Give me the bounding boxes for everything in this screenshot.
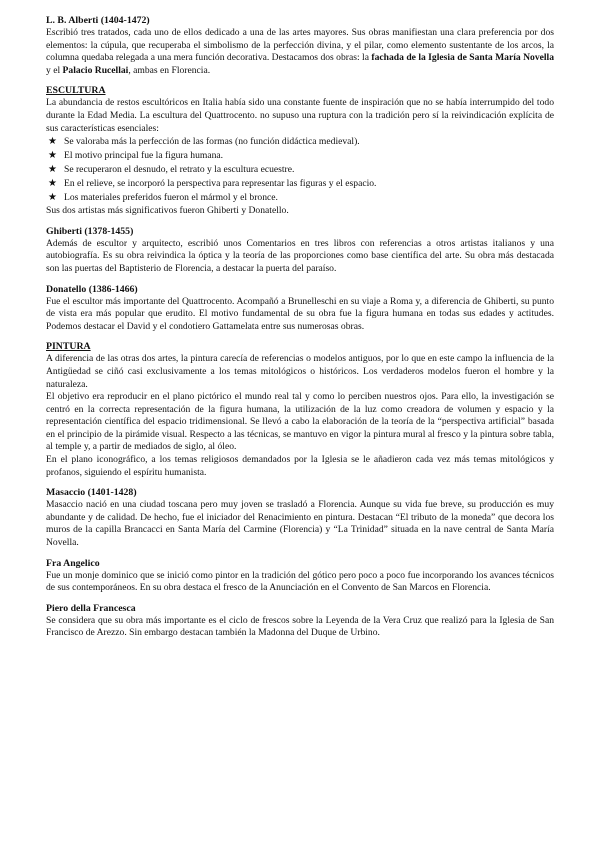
paragraph-masaccio: Masaccio nació en una ciudad toscana pero muy joven se trasladó a Florencia. Aunque su vida fue breve, su producción es muy abundante y de calidad. De hecho, fue el iniciador del Renacimiento en pintura. Destacan “El tributo de la moneda” que decora los muros de la capilla Brancacci en Santa María del Carmine (Florencia) y “La Trinidad” situada en la nave central de Santa María Novella. bbox=[46, 499, 554, 549]
alberti-text-2: y el bbox=[46, 64, 63, 76]
section-pintura bbox=[46, 340, 554, 479]
bullet-text: Se recuperaron el desnudo, el retrato y la escultura ecuestre. bbox=[64, 164, 295, 176]
paragraph-alberti bbox=[46, 27, 554, 77]
paragraph-pintura-3: En el plano iconográfico, a los temas religiosos demandados por la Iglesia se le añadieron cada vez más temas mitológicos y profanos, siguiendo el espíritu humanista. bbox=[46, 454, 554, 478]
heading-ghiberti: Ghiberti (1378-1455) bbox=[46, 225, 134, 237]
paragraph-piero: Se considera que su obra más importante es el ciclo de frescos sobre la Leyenda de la Vera Cruz que realizó para la Iglesia de San Francisco de Arezzo. Sin embargo destacan también la Madonna del Duque de Urbino. bbox=[46, 614, 554, 639]
heading-piero: Piero della Francesca bbox=[46, 602, 136, 614]
section-alberti bbox=[46, 14, 554, 77]
bullet-text: Los materiales preferidos fueron el mármol y el bronce. bbox=[64, 192, 278, 204]
paragraph-fra-angelico: Fue un monje dominico que se inició como pintor en la tradición del gótico pero poco a poco fue incorporando los avances técnicos de sus contemporáneos. En su obra destaca el fresco de la Anunciación en el Convento de San Marcos en Florencia. bbox=[46, 569, 554, 594]
star-icon: ★ bbox=[48, 192, 57, 204]
list-item bbox=[46, 191, 554, 205]
paragraph-donatello: Fue el escultor más importante del Quattrocento. Acompañó a Brunelleschi en su viaje a Roma y, a diferencia de Ghiberti, su punto de vista era más popular que erudito. El motivo fundamental de su obra fue la figura humana en todas sus edades y actitudes. Podemos destacar el David y el condotiero Gattamelata entre sus numerosas obras. bbox=[46, 295, 554, 332]
heading-escultura: ESCULTURA bbox=[46, 85, 106, 97]
section-piero bbox=[46, 602, 554, 640]
paragraph-pintura-1: A diferencia de las otras dos artes, la pintura carecía de referencias o modelos antiguos, por lo que en este campo la influencia de la Antigüedad se ciñó casi exclusivamente a los temas mitológicos o históricos. Los verdaderos modelos fueron el hombre y la naturaleza. bbox=[46, 353, 554, 390]
paragraph-pintura-2: El objetivo era reproducir en el plano pictórico el mundo real tal y como lo perciben nuestros ojos. Para ello, la investigación se centró en la correcta representación de la figura humana, la utilización de la luz como creadora de volumen y espacio y la representación científica del espacio tridimensional. Se llevó a cabo la elaboración de la teoría de la “perspectiva artificial” basada en el principio de la pirámide visual. Respecto a las técnicas, se mantuvo en vigor la pintura mural al fresco y la pintura sobre tabla, al temple y, a partir de mediados de siglo, al óleo. bbox=[46, 391, 554, 453]
paragraph-ghiberti: Además de escultor y arquitecto, escribió unos Comentarios en tres libros con referencias a otros artistas italianos y una autobiografía. Es su obra reivindica la óptica y la teoría de las proporciones como base científica del arte. Su obra más destacada son las puertas del Baptisterio de Florencia, a destacar la puerta del paraíso. bbox=[46, 237, 554, 274]
list-item bbox=[46, 163, 554, 177]
list-item bbox=[46, 177, 554, 191]
section-ghiberti bbox=[46, 225, 554, 276]
list-item bbox=[46, 149, 554, 163]
list-item bbox=[46, 135, 554, 149]
alberti-text-1: Escribió tres tratados, cada uno de ellos dedicado a una de las artes mayores. Sus obras manifiestan una clara preferencia por dos elementos: la cúpula, que recuperaba el simbolismo de la perfección divina, y el pilar, como elemento sustentante de los arcos, la columna quedaba relegada a una mera función decorativa. Destacamos dos obras: la bbox=[46, 27, 554, 64]
heading-pintura: PINTURA bbox=[46, 341, 91, 353]
bullet-text: En el relieve, se incorporó la perspectiva para representar las figuras y el espacio. bbox=[64, 178, 377, 190]
heading-fra-angelico: Fra Angelico bbox=[46, 557, 100, 569]
heading-masaccio: Masaccio (1401-1428) bbox=[46, 487, 137, 499]
section-masaccio bbox=[46, 486, 554, 549]
alberti-bold-1: fachada de la Iglesia de Santa María Novella bbox=[371, 52, 555, 64]
heading-donatello: Donatello (1386-1466) bbox=[46, 283, 138, 295]
section-escultura bbox=[46, 84, 554, 217]
bullet-text: Se valoraba más la perfección de las formas (no función didáctica medieval). bbox=[64, 136, 360, 148]
paragraph-escultura-intro: La abundancia de restos escultóricos en Italia había sido una constante fuente de inspiración que no se había interrumpido del todo durante la Edad Media. La escultura del Quattrocento. no supuso una ruptura con la tradición pero sí la reivindicación explícita de sus características esenciales: bbox=[46, 97, 554, 134]
heading-alberti: L. B. Alberti (1404-1472) bbox=[46, 15, 150, 26]
bullet-text: El motivo principal fue la figura humana. bbox=[64, 150, 224, 162]
section-donatello bbox=[46, 283, 554, 334]
paragraph-escultura-outro: Sus dos artistas más significativos fueron Ghiberti y Donatello. bbox=[46, 205, 289, 217]
alberti-bold-2: Palacio Rucellai bbox=[62, 64, 129, 76]
section-fra-angelico bbox=[46, 557, 554, 595]
star-icon: ★ bbox=[48, 136, 57, 148]
escultura-bullet-list bbox=[46, 135, 554, 205]
alberti-text-3: , ambas en Florencia. bbox=[128, 64, 211, 76]
star-icon: ★ bbox=[48, 164, 57, 176]
star-icon: ★ bbox=[48, 150, 57, 162]
star-icon: ★ bbox=[48, 178, 57, 190]
